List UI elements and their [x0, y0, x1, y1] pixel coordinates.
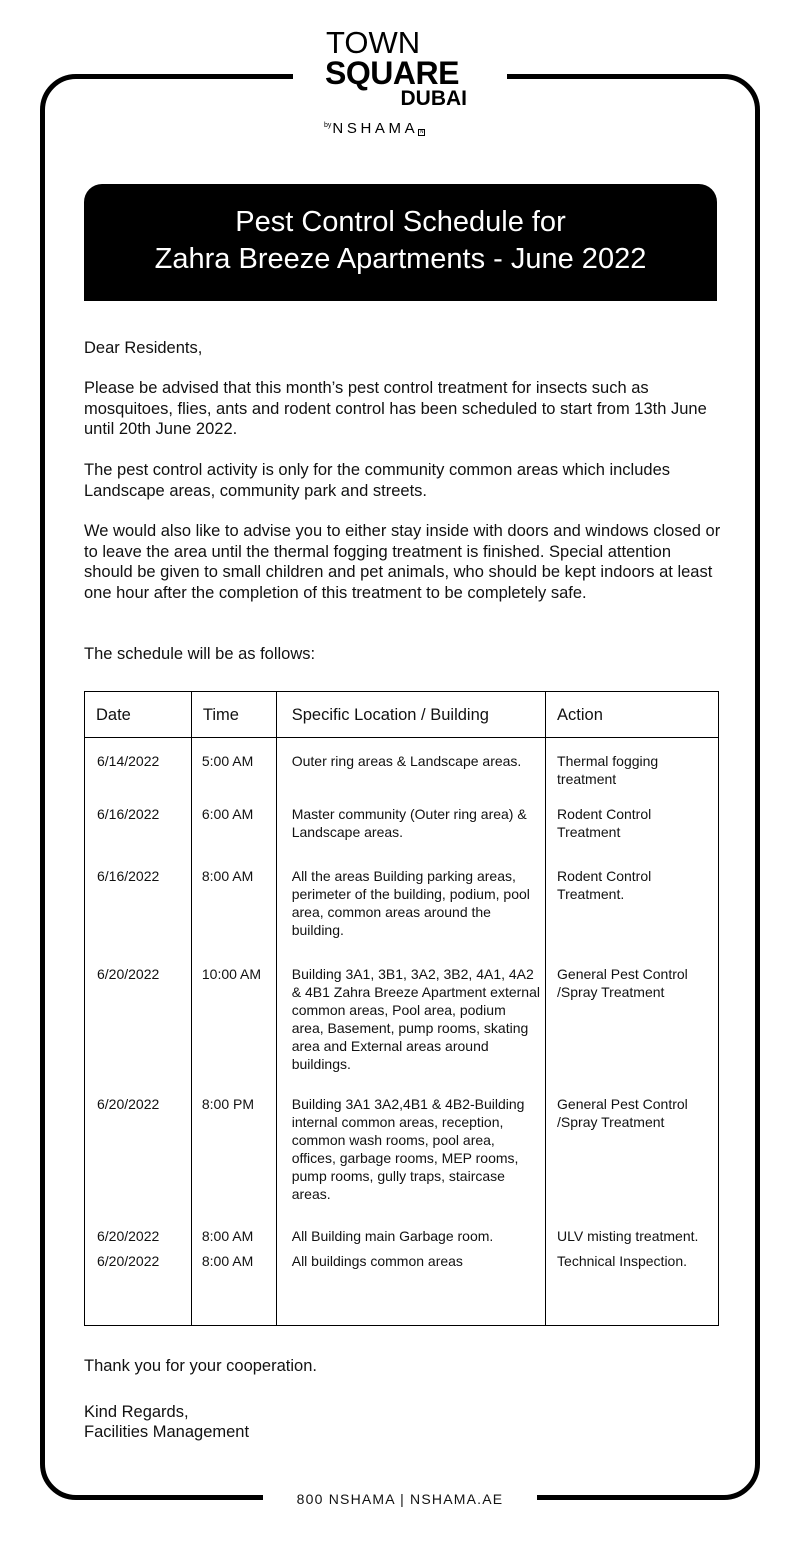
- header-action: Action: [546, 692, 719, 738]
- logo-line-square: SQUARE: [325, 55, 459, 91]
- town-square-logo: [300, 25, 500, 137]
- logo-line-dubai: DUBAI: [400, 87, 467, 110]
- title-line-1: Pest Control Schedule for: [235, 206, 566, 238]
- cell-date: 6/20/2022: [85, 1252, 192, 1326]
- schedule-intro: The schedule will be as follows:: [84, 645, 316, 663]
- title-banner: [84, 184, 717, 301]
- logo-by: by: [324, 122, 332, 129]
- cell-time: 5:00 AM: [191, 738, 276, 805]
- cell-location: Building 3A1, 3B1, 3A2, 3B2, 4A1, 4A2 & 4B1 Zahra Breeze Apartment external common areas, Pool area, podium area, Basement, pump rooms, skating area and External areas around buildings.: [276, 965, 545, 1095]
- greeting: Dear Residents,: [84, 339, 203, 357]
- table-row: [85, 1095, 719, 1227]
- closing: Kind Regards,: [84, 1403, 189, 1421]
- logo-brand: NSHAMA: [332, 120, 419, 137]
- schedule-table: [84, 691, 719, 1326]
- logo-line-town: TOWN: [326, 25, 421, 60]
- cell-action: Rodent Control Treatment: [546, 805, 719, 867]
- table-header-row: [85, 692, 719, 738]
- table-row: [85, 1227, 719, 1252]
- table-row: [85, 1252, 719, 1326]
- cell-date: 6/16/2022: [85, 805, 192, 867]
- thank-you: Thank you for your cooperation.: [84, 1357, 317, 1375]
- cell-action: Rodent Control Treatment.: [546, 867, 719, 965]
- cell-location: Master community (Outer ring area) & Landscape areas.: [276, 805, 545, 867]
- header-time: Time: [191, 692, 276, 738]
- table-row: [85, 805, 719, 867]
- header-location: Specific Location / Building: [276, 692, 545, 738]
- cell-date: 6/16/2022: [85, 867, 192, 965]
- cell-date: 6/20/2022: [85, 1227, 192, 1252]
- cell-time: 10:00 AM: [191, 965, 276, 1095]
- cell-time: 6:00 AM: [191, 805, 276, 867]
- nshama-logo: [300, 120, 500, 137]
- title-line-2: Zahra Breeze Apartments - June 2022: [154, 243, 647, 275]
- cell-date: 6/20/2022: [85, 965, 192, 1095]
- table-row: [85, 738, 719, 805]
- paragraph-schedule-dates: Please be advised that this month’s pest control treatment for insects such as mosquitoes, flies, ants and rodent control has been scheduled to start from 13th June until 20th June 2022.: [84, 379, 707, 438]
- paragraph-scope: The pest control activity is only for the community common areas which includes Landscape areas, community park and streets.: [84, 461, 670, 500]
- footer-contact: 800 NSHAMA | NSHAMA.AE: [296, 1491, 504, 1507]
- table-row: [85, 965, 719, 1095]
- cell-location: All the areas Building parking areas, perimeter of the building, podium, pool area, common areas around the building.: [276, 867, 545, 965]
- header-date: Date: [85, 692, 192, 738]
- table-row: [85, 867, 719, 965]
- cell-date: 6/14/2022: [85, 738, 192, 805]
- nshama-mark-icon: N: [419, 129, 424, 135]
- cell-action: General Pest Control /Spray Treatment: [546, 1095, 719, 1227]
- cell-action: Technical Inspection.: [546, 1252, 719, 1326]
- signature: Facilities Management: [84, 1423, 250, 1441]
- cell-location: All buildings common areas: [276, 1252, 545, 1326]
- cell-time: 8:00 AM: [191, 1252, 276, 1326]
- cell-action: ULV misting treatment.: [546, 1227, 719, 1252]
- cell-action: Thermal fogging treatment: [546, 738, 719, 805]
- cell-location: Outer ring areas & Landscape areas.: [276, 738, 545, 805]
- cell-time: 8:00 AM: [191, 867, 276, 965]
- cell-location: Building 3A1 3A2,4B1 & 4B2-Building internal common areas, reception, common wash rooms, pool area, offices, garbage rooms, MEP rooms, pump rooms, gully traps, staircase areas.: [276, 1095, 545, 1227]
- cell-time: 8:00 PM: [191, 1095, 276, 1227]
- paragraph-advice: We would also like to advise you to either stay inside with doors and windows closed or to leave the area until the thermal fogging treatment is finished. Special attention should be given to small children and pet animals, who should be kept indoors at least one hour after the completion of this treatment to be completely safe.: [84, 522, 721, 602]
- cell-action: General Pest Control /Spray Treatment: [546, 965, 719, 1095]
- cell-location: All Building main Garbage room.: [276, 1227, 545, 1252]
- cell-time: 8:00 AM: [191, 1227, 276, 1252]
- cell-date: 6/20/2022: [85, 1095, 192, 1227]
